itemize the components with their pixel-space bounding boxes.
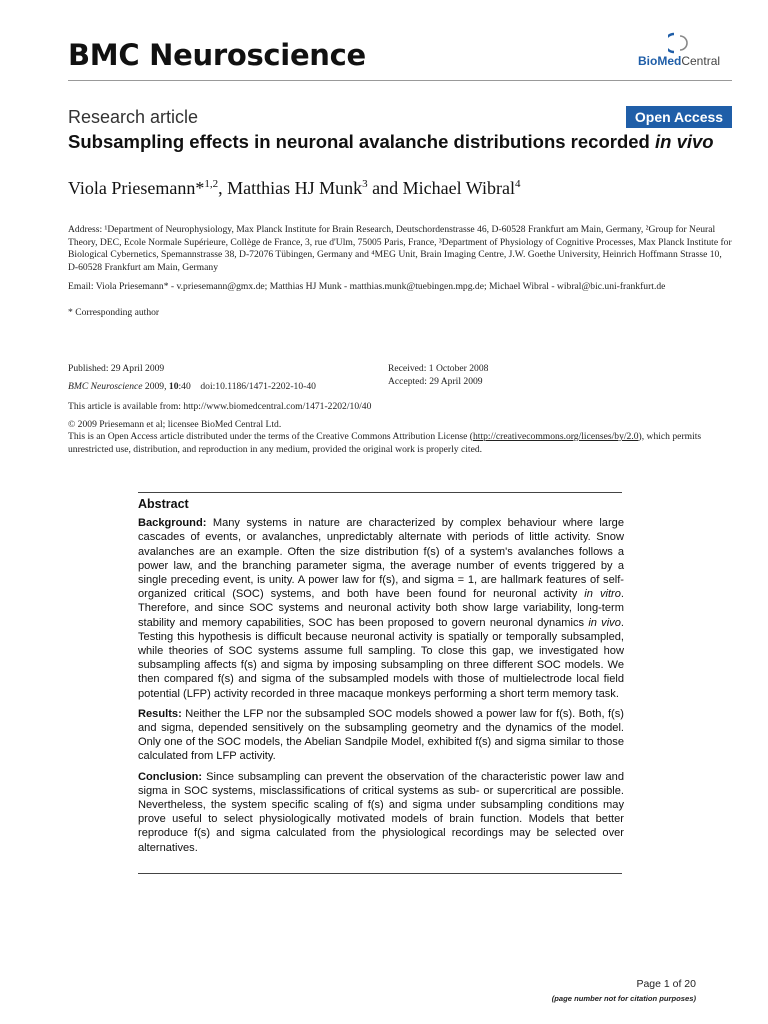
corresponding-author-note: * Corresponding author <box>68 307 160 318</box>
author-name: Matthias HJ Munk <box>227 178 363 198</box>
citation-journal: BMC Neuroscience <box>68 381 143 392</box>
biomed-central-logo[interactable] <box>638 32 728 72</box>
citation-year: 2009, <box>142 381 169 392</box>
biomed-central-swirl-icon <box>668 32 690 54</box>
citation-doi: :40 doi:10.1186/1471-2202-10-40 <box>178 381 316 392</box>
logo-wordmark <box>638 54 720 68</box>
page-number: Page 1 of 20 <box>636 978 696 990</box>
abstract-conclusion <box>138 770 624 855</box>
author-name: Viola Priesemann <box>68 178 196 198</box>
results-label: Results: <box>138 707 182 720</box>
article-title <box>68 130 728 154</box>
background-label: Background: <box>138 517 207 530</box>
affiliation-number: 1,2 <box>204 178 219 190</box>
abstract-bottom-rule <box>138 873 622 874</box>
abstract-top-rule <box>138 492 622 493</box>
license-text-post: ), which permits unrestricted use, distribution, and reproduction in any medium, provided the original work is properly cited. <box>68 431 702 455</box>
citation-line <box>68 381 316 394</box>
affiliations: Address: ¹Department of Neurophysiology, Max Planck Institute for Brain Research, Deutschordenstrasse 46, D-60528 Frankfurt am Main, Germany, ²Group for Neural Theory, DEC, Ecole Normale Supérieure, Collège de France, 3, rue d'Ulm, 75005 Paris, France, ³Department of Physiology of Cognitive Processes, Max Planck Institute for Biological Cybernetics, Spemannstrasse 38, D-72076 Tübingen, Germany and ⁴MEG Unit, Brain Imaging Centre, J.W. Goethe University, Heinrich Hoffmann Strasse 10, D-60528 Frankfurt am Main, Germany <box>68 224 732 273</box>
author-separator: , <box>218 178 228 198</box>
background-italic-1: in vitro <box>584 588 621 601</box>
article-title-italic: in vivo <box>655 131 714 152</box>
citation-volume: 10 <box>168 381 179 392</box>
author-emails[interactable]: Email: Viola Priesemann* - v.priesemann@gmx.de; Matthias HJ Munk - matthias.munk@tuebingen.mpg.de; Michael Wibral - wibral@bic.uni-frankfurt.de <box>68 281 666 292</box>
license-link[interactable]: http://creativecommons.org/licenses/by/2.0 <box>472 431 639 442</box>
author-list <box>68 178 521 199</box>
background-text-2: . Therefore, and since SOC systems and neuronal activity both show large variability, long-term stability and memory capabilities, SOC has been proposed to govern neuronal dynamics <box>138 588 624 629</box>
accepted-date: Accepted: 29 April 2009 <box>388 376 483 387</box>
journal-title: BMC Neuroscience <box>68 38 366 72</box>
published-date: Published: 29 April 2009 <box>68 363 165 374</box>
header-divider <box>68 80 732 81</box>
abstract-heading: Abstract <box>138 497 189 511</box>
abstract-section <box>138 497 624 861</box>
abstract-results <box>138 707 624 764</box>
received-date: Received: 1 October 2008 <box>388 363 489 374</box>
affiliation-number: 3 <box>362 178 368 190</box>
article-type: Research article <box>68 107 199 127</box>
results-text: Neither the LFP nor the subsampled SOC models showed a power law for f(s). Both, f(s) and sigma, depended sensitively on the subsampling geometry and the dynamics of the model. Only one of the SOC models, the Abelian Sandpile Model, exhibited f(s) and sigma similar to those calculated from LFP activity. <box>138 707 624 763</box>
article-title-main: Subsampling effects in neuronal avalanche distributions recorded <box>68 131 650 152</box>
license-statement <box>68 431 732 456</box>
open-access-badge: Open Access <box>626 106 732 128</box>
background-italic-2: in vivo <box>588 616 621 629</box>
copyright-notice: © 2009 Priesemann et al; licensee BioMed Central Ltd. <box>68 419 282 430</box>
author-name: Michael Wibral <box>402 178 516 198</box>
background-text-1: Many systems in nature are characterized by complex behaviour where large cascades of events, or avalanches, unpredictably alternate with periods of little activity. Snow avalanches are an example. Often the size distribution f(s) of a system's avalanches follows a power law, and the branching parameter sigma, the average number of events triggered by a single preceding event, is unity. A power law for f(s), and sigma = 1, are hallmark features of self-organized critical (SOC) systems, and both have been found for neuronal activity <box>138 517 624 601</box>
article-url[interactable]: This article is available from: http://www.biomedcentral.com/1471-2202/10/40 <box>68 401 372 412</box>
conclusion-text: Since subsampling can prevent the observation of the characteristic power law and sigma in SOC systems, misclassifications of critical systems as sub- or supercritical are possible. Nevertheless, the system specific scaling of f(s) and sigma under subsampling conditions may prove useful to select physiologically motivated models of brain function. Models that better reproduce f(s) and sigma calculated from the physiological recordings may be selected over alternatives. <box>138 770 624 854</box>
logo-central: Central <box>681 54 721 68</box>
conclusion-label: Conclusion: <box>138 770 203 783</box>
license-text-pre: This is an Open Access article distributed under the terms of the Creative Commons Attribution License ( <box>68 431 473 442</box>
corresponding-mark: * <box>195 178 205 198</box>
page-number-note: (page number not for citation purposes) <box>551 994 696 1003</box>
author-separator: and <box>367 178 403 198</box>
abstract-background <box>138 516 624 701</box>
affiliation-number: 4 <box>515 178 521 190</box>
logo-biomed: BioMed <box>638 54 682 68</box>
background-text-3: . Testing this hypothesis is difficult because neuronal activity is spatially or temporally subsampled, while theories of SOC systems assume full sampling. To close this gap, we investigated how subsampling affects f(s) and sigma by imposing subsampling on three different SOC models. We then compared f(s) and sigma of the subsampled models with those of multielectrode local field potential (LFP) activity recorded in three macaque monkeys performing a short term memory task. <box>138 616 624 700</box>
